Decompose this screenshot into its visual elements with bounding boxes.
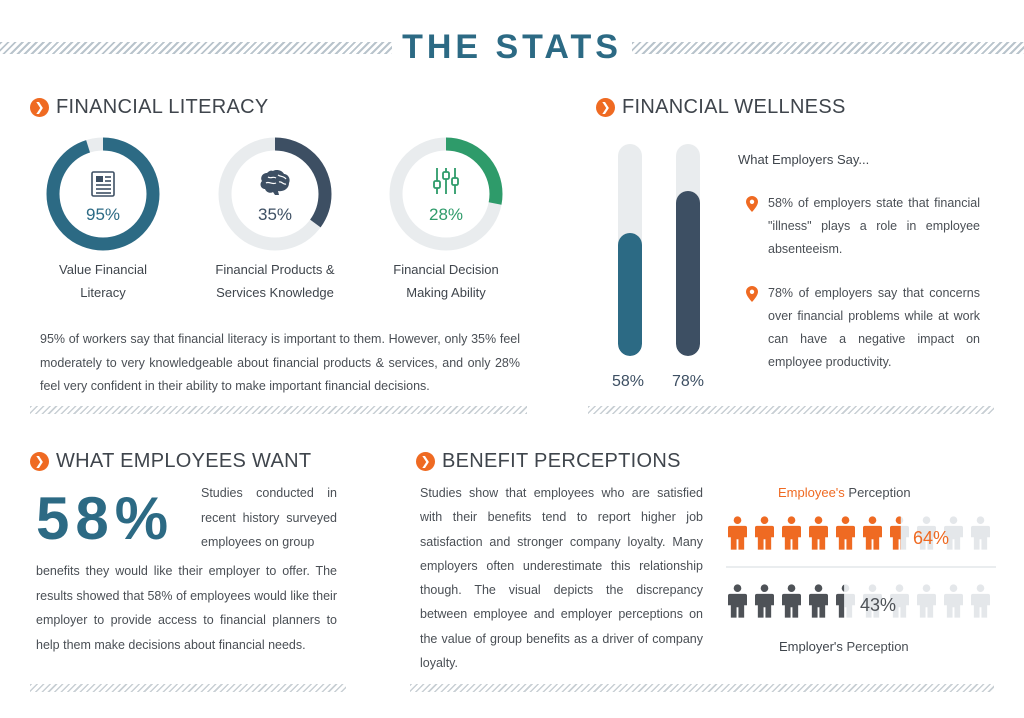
page-title: THE STATS bbox=[402, 28, 622, 66]
employer-person-icon-2 bbox=[782, 584, 801, 617]
financial-wellness-heading bbox=[596, 96, 846, 119]
wellness-subheading: What Employers Say... bbox=[738, 152, 870, 167]
chevron-right-icon: ❯ bbox=[596, 98, 615, 117]
employee-person-icon-1 bbox=[755, 516, 774, 549]
employee-person-icon-2 bbox=[782, 516, 801, 549]
ring-2-value: 28% bbox=[428, 205, 464, 224]
big-stat: 58% bbox=[36, 485, 175, 552]
ring-0-value: 95% bbox=[85, 205, 121, 224]
brain-icon bbox=[261, 170, 290, 195]
perception-pictograph bbox=[720, 510, 1010, 630]
employer-person-icon-3 bbox=[809, 584, 828, 617]
employer-perception-label bbox=[779, 639, 909, 654]
financial-wellness-title: FINANCIAL WELLNESS bbox=[622, 96, 846, 118]
ring-1-label-line2: Services Knowledge bbox=[216, 285, 334, 300]
chevron-right-icon: ❯ bbox=[30, 452, 49, 471]
divider-employees bbox=[30, 684, 346, 692]
what-employees-want-heading bbox=[30, 450, 311, 473]
wellness-bar-0-label: 58% bbox=[612, 373, 645, 390]
wellness-bar-1-label: 78% bbox=[672, 373, 705, 390]
benefit-perceptions-title: BENEFIT PERCEPTIONS bbox=[442, 450, 681, 472]
employer-person-icon-1 bbox=[755, 584, 774, 617]
divider-literacy bbox=[30, 406, 527, 414]
ring-1-label-line1: Financial Products & bbox=[215, 262, 335, 277]
wellness-item-1: 78% of employers say that concerns over financial problems while at work can have a negative impact on employee productivity. bbox=[768, 286, 980, 369]
employer-person-inactive-7 bbox=[917, 584, 936, 617]
employees-side-text: Studies conducted in recent history surveyed employees on group bbox=[201, 486, 337, 549]
employee-perception-value: 64% bbox=[913, 528, 950, 548]
location-pin-icon bbox=[746, 196, 758, 212]
employee-person-icon-3 bbox=[809, 516, 828, 549]
ring-2-label-line2: Making Ability bbox=[406, 285, 486, 300]
employee-person-icon-0 bbox=[728, 516, 747, 549]
wellness-bar-0-track bbox=[618, 144, 642, 356]
ring-2-label-line1: Financial Decision bbox=[393, 262, 499, 277]
ring-0-label bbox=[33, 258, 173, 304]
wellness-bar-1-track bbox=[676, 144, 700, 356]
ring-1-value: 35% bbox=[257, 205, 293, 224]
employer-perception-value: 43% bbox=[860, 595, 897, 615]
ring-0-label-line2: Literacy bbox=[80, 285, 126, 300]
employees-paragraph: benefits they would like their employer to offer. The results showed that 58% of employees would like their employer to provide access to financial planners to help them make decisions about financial needs. bbox=[36, 564, 337, 652]
employer-person-icon-0 bbox=[728, 584, 747, 617]
divider-wellness bbox=[588, 406, 994, 414]
wellness-bar-1 bbox=[676, 191, 700, 356]
employee-perception-accent: Employee's bbox=[778, 485, 845, 500]
employer-person-inactive-9 bbox=[971, 584, 990, 617]
employee-person-icon-5 bbox=[863, 516, 882, 549]
ring-1 bbox=[225, 144, 325, 244]
sliders-icon bbox=[434, 168, 458, 194]
employee-person-inactive-9 bbox=[971, 516, 990, 549]
chevron-right-icon: ❯ bbox=[416, 452, 435, 471]
ring-2 bbox=[396, 144, 496, 244]
benefit-perceptions-heading bbox=[416, 450, 681, 473]
employer-perception-rest: Perception bbox=[842, 639, 909, 654]
employee-person-icon-4 bbox=[836, 516, 855, 549]
employee-perception-rest: Perception bbox=[844, 485, 911, 500]
ring-0 bbox=[53, 144, 153, 244]
employer-person-inactive-8 bbox=[944, 584, 963, 617]
ring-0-arc bbox=[53, 144, 153, 244]
newspaper-icon bbox=[92, 172, 114, 196]
title-hatch-right bbox=[632, 42, 1024, 54]
financial-literacy-paragraph: 95% of workers say that financial literacy is important to them. However, only 35% feel moderately to very knowledgeable about financial products & services, and only 28% feel very confident in their ability to make important financial decisions. bbox=[40, 332, 520, 393]
employer-perception-accent: Employer's bbox=[779, 639, 843, 654]
what-employees-want-title: WHAT EMPLOYEES WANT bbox=[56, 450, 312, 472]
location-pin-icon bbox=[746, 286, 758, 302]
benefit-paragraph: Studies show that employees who are satisfied with their benefits tend to report higher job satisfaction and stronger company loyalty. Many employers often underestimate this relationship though. The visual depicts the discrepancy between employee and employer perceptions on the value of group benefits as a driver of company loyalty. bbox=[420, 486, 703, 671]
ring-2-label bbox=[371, 258, 521, 304]
employee-perception-label bbox=[778, 485, 911, 500]
financial-literacy-heading bbox=[30, 96, 268, 119]
ring-1-label bbox=[195, 258, 355, 304]
ring-0-label-line1: Value Financial bbox=[59, 262, 147, 277]
wellness-bar-0 bbox=[618, 233, 642, 356]
title-hatch-left bbox=[0, 42, 392, 54]
financial-literacy-title: FINANCIAL LITERACY bbox=[56, 96, 269, 118]
chevron-right-icon: ❯ bbox=[30, 98, 49, 117]
literacy-rings bbox=[0, 130, 540, 270]
wellness-item-0: 58% of employers state that financial "illness" plays a role in employee absenteeism. bbox=[768, 196, 980, 256]
divider-benefits bbox=[410, 684, 994, 692]
